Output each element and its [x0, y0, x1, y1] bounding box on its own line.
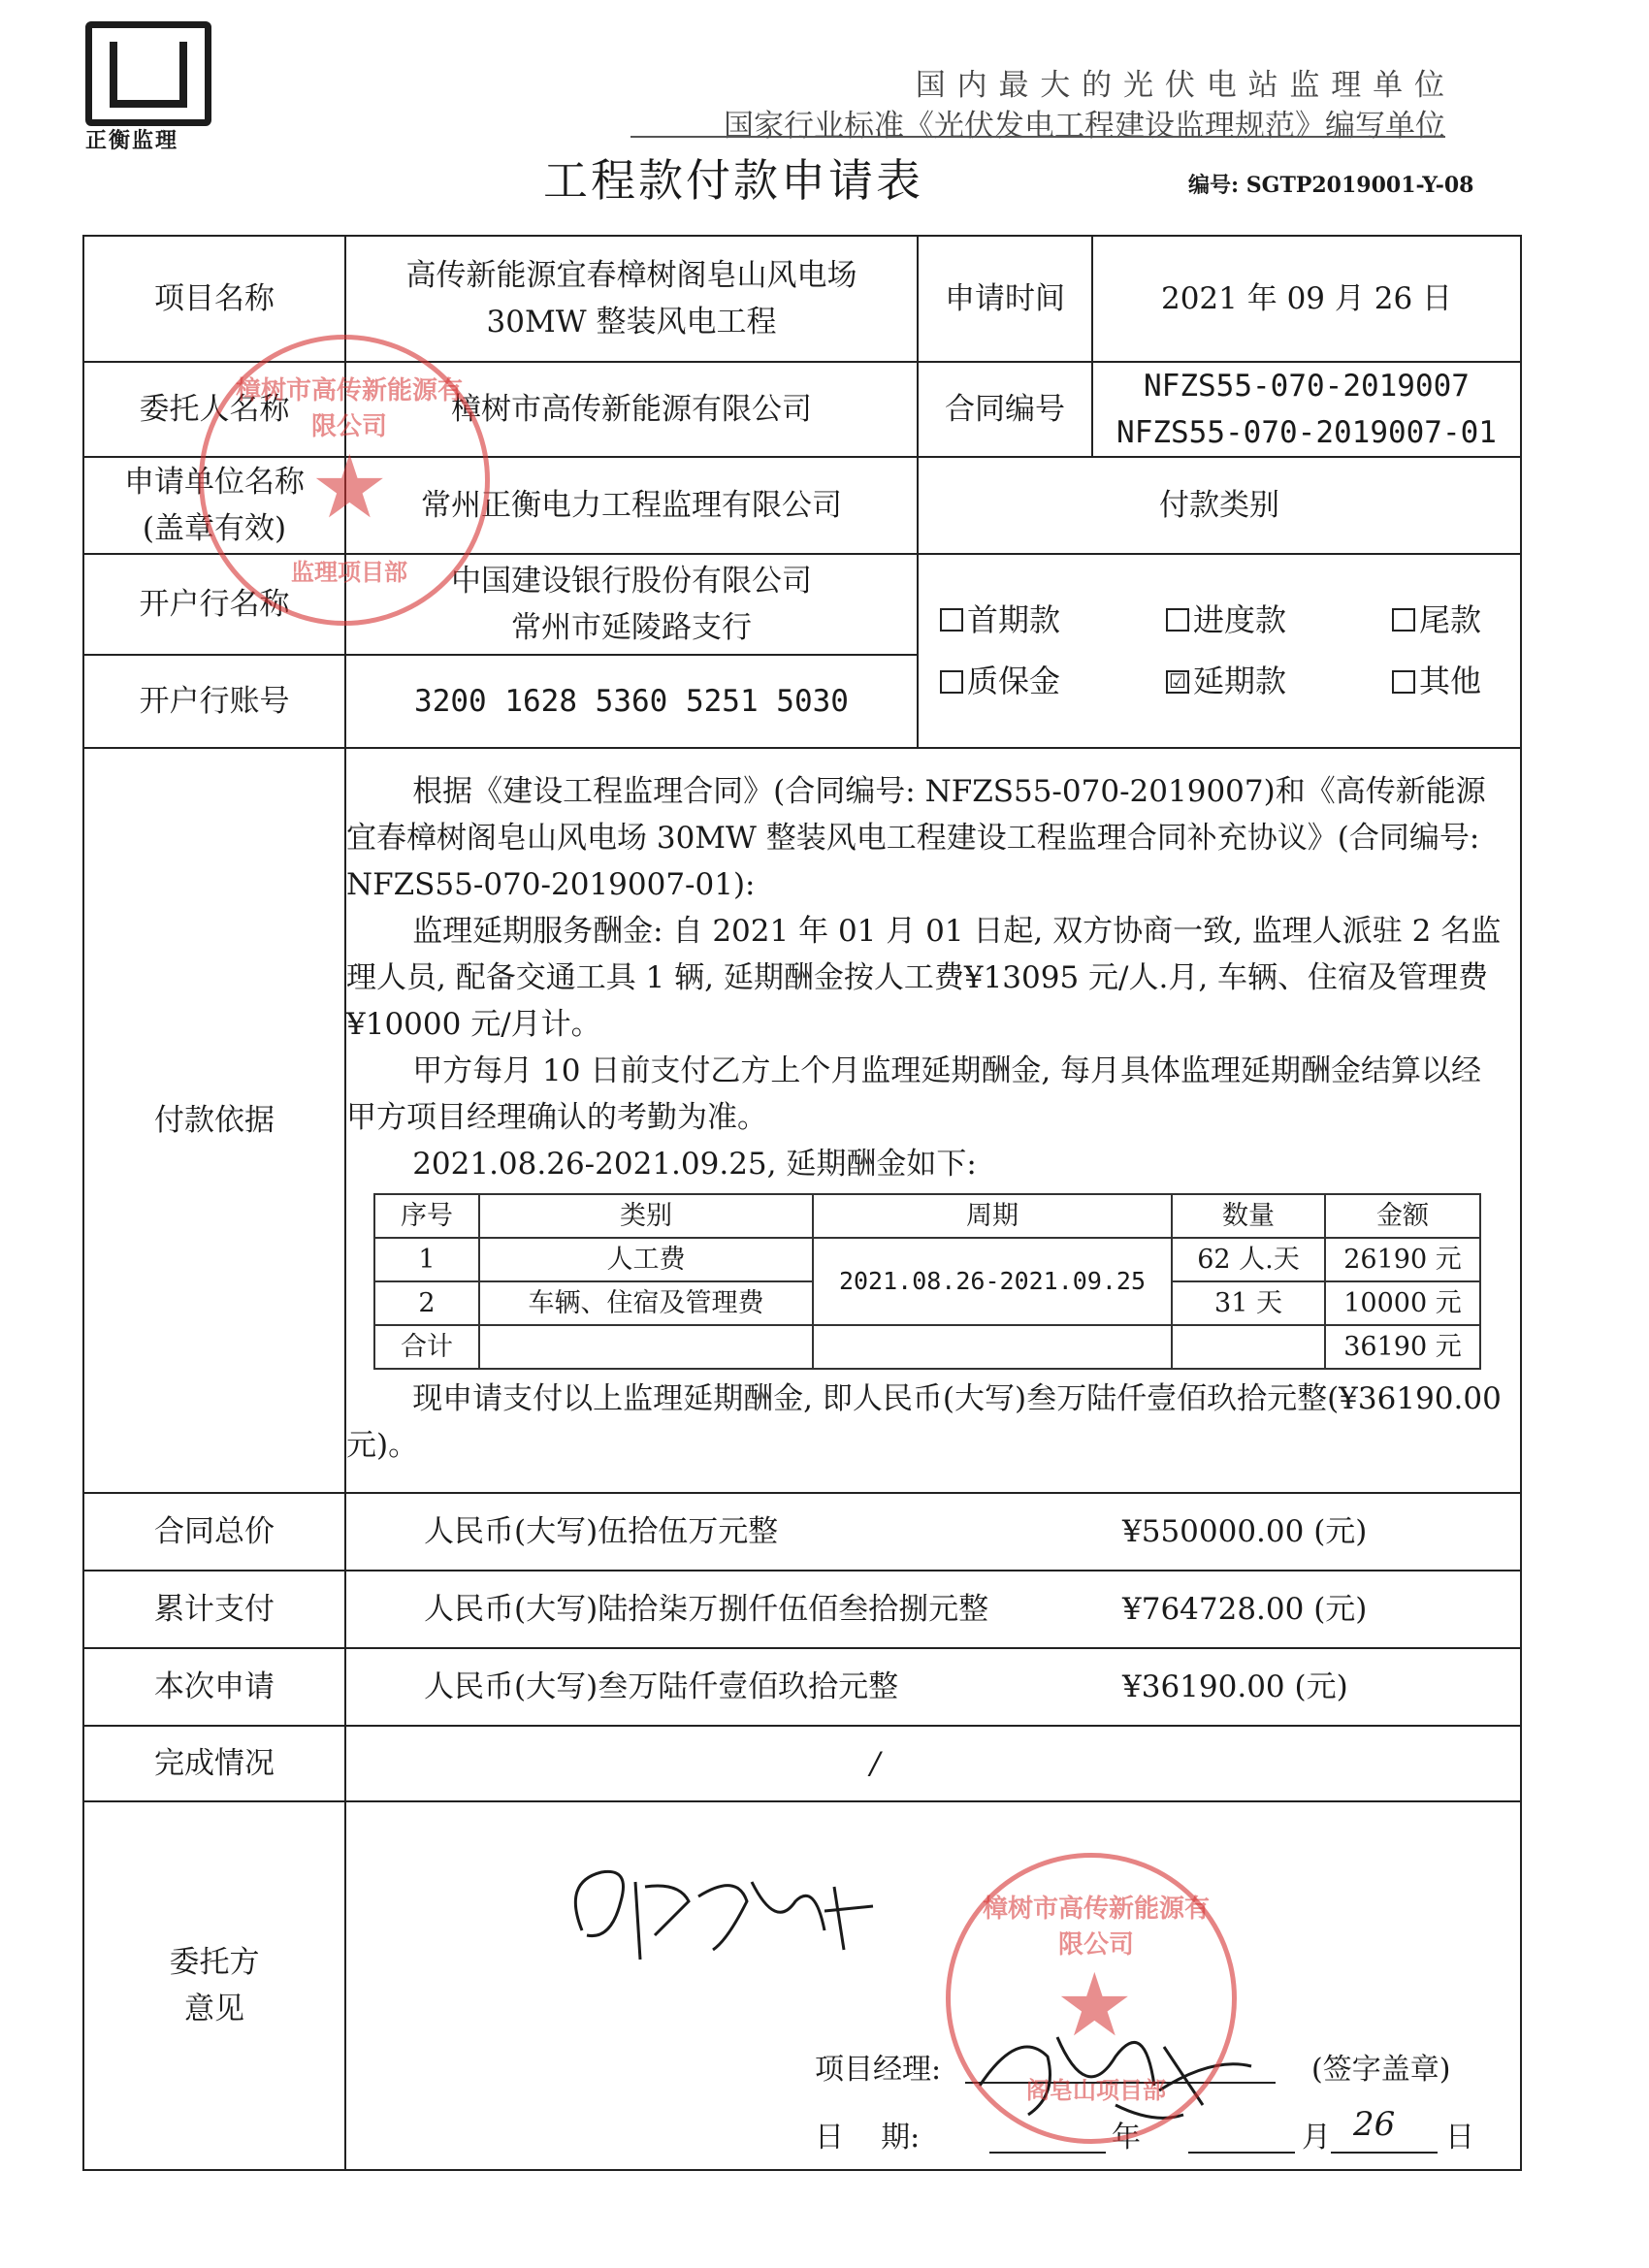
option-warranty[interactable]: 质保金 — [940, 658, 1060, 706]
date-label: 日 期: — [815, 2121, 921, 2155]
slogan-line-1: 国 内 最 大 的 光 伏 电 站 监 理 单 位 — [915, 68, 1445, 103]
project-name-label: 项目名称 — [83, 236, 345, 362]
basis-paragraph-4: 2021.08.26-2021.09.25, 延期酬金如下: — [412, 1147, 977, 1183]
fee-cell-amount: 10000 元 — [1325, 1281, 1480, 1325]
date-month-unit: 月 — [1302, 2121, 1331, 2155]
checkbox-icon[interactable] — [940, 608, 963, 632]
contract-total-label: 合同总价 — [83, 1493, 345, 1571]
client-label: 委托人名称 — [83, 362, 345, 457]
fee-header-type: 类别 — [479, 1194, 813, 1238]
option-other[interactable]: 其他 — [1392, 658, 1481, 706]
option-extension-payment[interactable]: ☑ 延期款 — [1166, 658, 1286, 706]
project-name-value: 高传新能源宜春樟树阁皂山风电场 30MW 整装风电工程 — [345, 236, 918, 362]
client-opinion-content — [345, 1801, 1521, 2170]
account-value: 3200 1628 5360 5251 5030 — [345, 655, 918, 748]
applicant-seal-stamp — [199, 335, 490, 626]
basis-paragraph-3: 甲方每月 10 日前支付乙方上个月监理延期酬金, 每月具体监理延期酬金结算以经甲方项目经理确认的考勤为准。 — [346, 1053, 1482, 1135]
stamp-sub-text: 监理项目部 — [291, 559, 407, 586]
fee-header-qty: 数量 — [1172, 1194, 1325, 1238]
basis-paragraph-2: 监理延期服务酬金: 自 2021 年 01 月 01 日起, 双方协商一致, 监理人派驻 2 名监理人员, 配备交通工具 1 辆, 延期酬金按人工费¥13095 元/人.月, 车辆、住宿及管理费¥10000 元/月计。 — [346, 913, 1502, 1042]
fee-cell-no: 1 — [374, 1238, 479, 1281]
fee-header-period: 周期 — [813, 1194, 1172, 1238]
fee-cell-type: 车辆、住宿及管理费 — [479, 1281, 813, 1325]
checkbox-icon[interactable] — [1392, 670, 1415, 694]
payment-type-label: 付款类别 — [918, 457, 1521, 554]
stamp-ring-text: 樟树市高传新能源有限公司 — [982, 1895, 1210, 1960]
cumulative-label: 累计支付 — [83, 1571, 345, 1648]
contract-no-label: 合同编号 — [918, 362, 1092, 457]
applicant-label: 申请单位名称 (盖章有效) — [83, 457, 345, 554]
manager-label: 项目经理: — [815, 2053, 942, 2087]
date-month-line — [1188, 2152, 1295, 2154]
slogan-line-2: 国家行业标准《光伏发电工程建设监理规范》编写单位 — [724, 109, 1445, 144]
fee-cell-amount: 26190 元 — [1325, 1238, 1480, 1281]
client-opinion-handwriting — [543, 1843, 931, 1989]
option-progress-payment[interactable]: 进度款 — [1166, 597, 1286, 645]
company-logo — [85, 21, 211, 126]
client-seal-stamp — [946, 1853, 1237, 2144]
date-day-unit: 日 — [1445, 2121, 1474, 2155]
bank-label: 开户行名称 — [83, 554, 345, 655]
option-first-payment[interactable]: 首期款 — [940, 597, 1060, 645]
table-row-total — [374, 1325, 1480, 1369]
basis-label: 付款依据 — [83, 748, 345, 1493]
basis-content — [345, 748, 1521, 1493]
logo-text: 正衡监理 — [85, 129, 179, 153]
payment-type-options — [918, 554, 1521, 748]
checkbox-icon[interactable] — [940, 670, 963, 694]
basis-paragraph-1: 根据《建设工程监理合同》(合同编号: NFZS55-070-2019007)和《高传新能源宜春樟树阁皂山风电场 30MW 整装风电工程建设工程监理合同补充协议》(合同编号: NFZS55-070-2019007-01): — [346, 773, 1486, 902]
fee-header-no: 序号 — [374, 1194, 479, 1238]
apply-time-value: 2021 年 09 月 26 日 — [1092, 236, 1521, 362]
header-divider — [630, 136, 1445, 138]
completion-value: / — [345, 1726, 1521, 1801]
fee-cell-type: 人工费 — [479, 1238, 813, 1281]
checkbox-checked-icon[interactable]: ☑ — [1166, 670, 1189, 694]
fee-table-header — [374, 1194, 1480, 1238]
cumulative-value: 人民币(大写)陆拾柒万捌仟伍佰叁拾捌元整 ¥764728.00 (元) — [345, 1571, 1521, 1648]
star-icon: ★ — [310, 437, 389, 538]
document-code: 编号: SGTP2019001-Y-08 — [1188, 173, 1474, 198]
fee-total-label: 合计 — [374, 1325, 479, 1369]
document-title: 工程款付款申请表 — [543, 154, 923, 207]
fee-total-amount: 36190 元 — [1325, 1325, 1480, 1369]
checkbox-icon[interactable] — [1392, 608, 1415, 632]
applicant-value: 常州正衡电力工程监理有限公司 — [345, 457, 918, 554]
client-opinion-label: 委托方 意见 — [83, 1801, 345, 2170]
star-icon: ★ — [1055, 1955, 1134, 2057]
table-row — [374, 1238, 1480, 1281]
fee-cell-period: 2021.08.26-2021.09.25 — [813, 1238, 1172, 1325]
date-year-line — [989, 2152, 1106, 2154]
contract-total-value: 人民币(大写)伍拾伍万元整 ¥550000.00 (元) — [345, 1493, 1521, 1571]
option-final-payment[interactable]: 尾款 — [1392, 597, 1481, 645]
basis-paragraph-5: 现申请支付以上监理延期酬金, 即人民币(大写)叁万陆仟壹佰玖拾元整(¥36190.00 元)。 — [346, 1381, 1502, 1464]
stamp-sub-text: 阁皂山项目部 — [1026, 2077, 1166, 2104]
current-request-value: 人民币(大写)叁万陆仟壹佰玖拾元整 ¥36190.00 (元) — [345, 1648, 1521, 1726]
completion-label: 完成情况 — [83, 1726, 345, 1801]
fee-cell-qty: 31 天 — [1172, 1281, 1325, 1325]
sign-seal-note: (签字盖章) — [1311, 2053, 1451, 2087]
stamp-ring-text: 樟树市高传新能源有限公司 — [235, 376, 463, 441]
checkbox-icon[interactable] — [1166, 608, 1189, 632]
bank-value: 中国建设银行股份有限公司 常州市延陵路支行 — [345, 554, 918, 655]
fee-cell-qty: 62 人.天 — [1172, 1238, 1325, 1281]
fee-cell-no: 2 — [374, 1281, 479, 1325]
date-day-handwritten: 26 — [1353, 2105, 1396, 2144]
contract-no-value: NFZS55-070-2019007 NFZS55-070-2019007-01 — [1092, 362, 1521, 457]
account-label: 开户行账号 — [83, 655, 345, 748]
client-value: 樟树市高传新能源有限公司 — [345, 362, 918, 457]
date-day-line — [1331, 2152, 1438, 2154]
fee-header-amount: 金额 — [1325, 1194, 1480, 1238]
fee-table — [373, 1193, 1481, 1370]
apply-time-label: 申请时间 — [918, 236, 1092, 362]
current-request-label: 本次申请 — [83, 1648, 345, 1726]
date-year-unit: 年 — [1112, 2121, 1141, 2155]
